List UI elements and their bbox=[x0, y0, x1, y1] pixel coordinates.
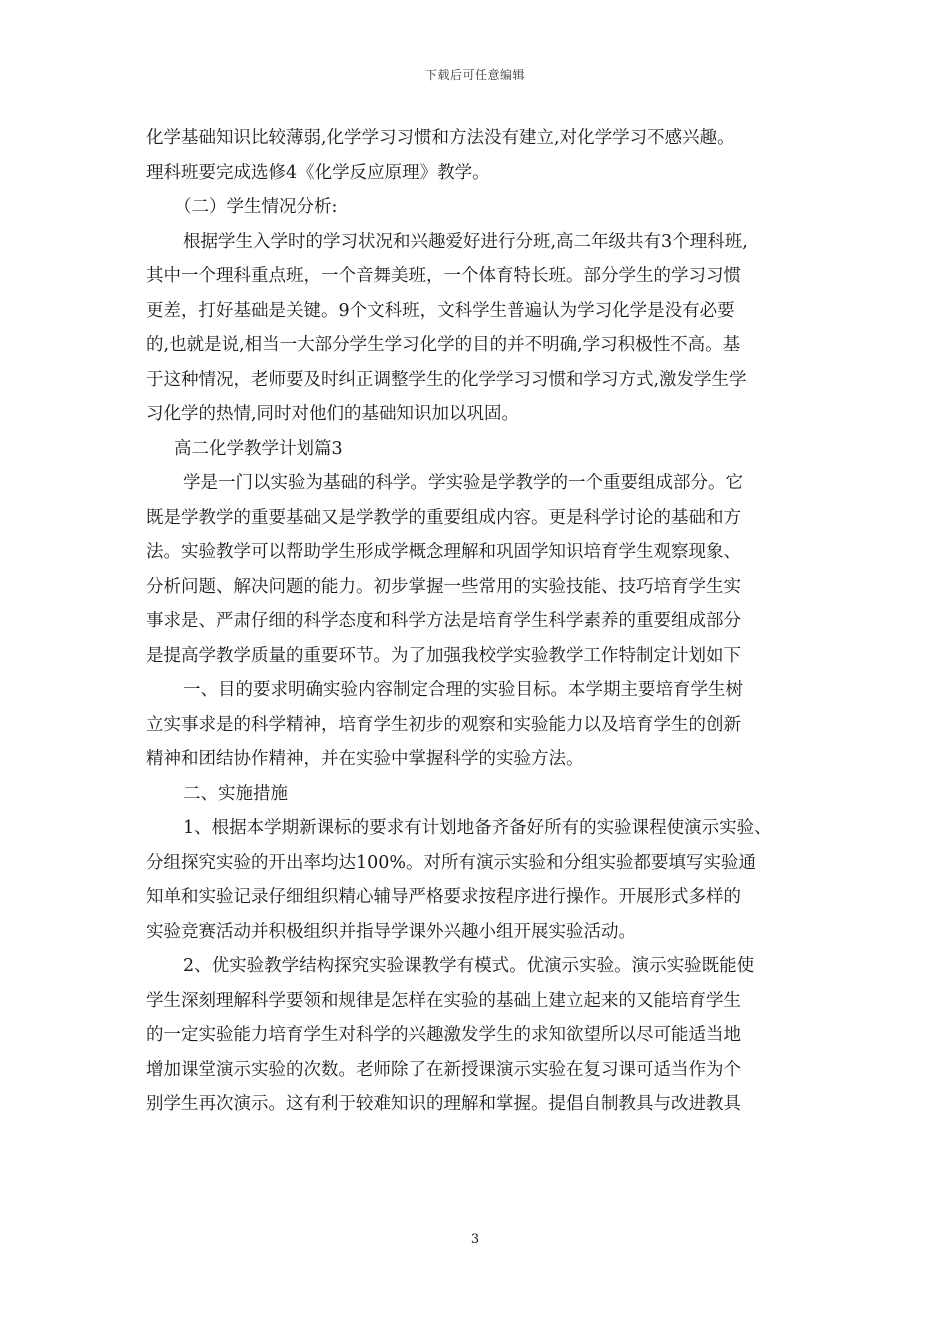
text-line: 实验竞赛活动并积极组织并指导学课外兴趣小组开展实验活动。 bbox=[146, 921, 636, 942]
text-line: 增加课堂演示实验的次数。老师除了在新授课演示实验在复习课可适当作为个 bbox=[146, 1059, 741, 1080]
page-header: 下载后可任意编辑 bbox=[424, 68, 525, 82]
page-number: 3 bbox=[470, 1232, 480, 1247]
section-heading: （二）学生情况分析: bbox=[174, 197, 338, 217]
text-line: 分析问题、解决问题的能力。初步掌握一些常用的实验技能、技巧培育学生实 bbox=[146, 576, 741, 597]
text-line: 别学生再次演示。这有利于较难知识的理解和掌握。提倡自制教具与改进教具 bbox=[146, 1094, 741, 1114]
document-body bbox=[146, 121, 814, 1122]
text-line: 于这种情况，老师要及时纠正调整学生的化学学习习惯和学习方式,激发学生学 bbox=[146, 369, 747, 390]
section-title: 高二化学教学计划篇3 bbox=[174, 438, 343, 459]
text-line: 是提高学教学质量的重要环节。为了加强我校学实验教学工作特制定计划如下 bbox=[146, 645, 741, 666]
section-heading: 二、实施措施 bbox=[183, 783, 288, 804]
text-line: 事求是、严肃仔细的科学态度和科学方法是培育学生科学素养的重要组成部分 bbox=[146, 611, 741, 631]
text-line: 的一定实验能力培育学生对科学的兴趣激发学生的求知欲望所以尽可能适当地 bbox=[146, 1025, 741, 1045]
text-line: 知单和实验记录仔细组织精心辅导严格要求按程序进行操作。开展形式多样的 bbox=[146, 887, 741, 907]
paragraph-start: 1、根据本学期新课标的要求有计划地备齐备好所有的实验课程使演示实验、 bbox=[183, 818, 772, 838]
text-line: 学生深刻理解科学要领和规律是怎样在实验的基础上建立起来的又能培育学生 bbox=[146, 990, 741, 1011]
text-line: 的,也就是说,相当一大部分学生学习化学的目的并不明确,学习积极性不高。基 bbox=[146, 335, 741, 355]
paragraph-start: 学是一门以实验为基础的科学。学实验是学教学的一个重要组成部分。它 bbox=[183, 473, 743, 493]
text-line: 立实事求是的科学精神，培育学生初步的观察和实验能力以及培育学生的创新 bbox=[146, 714, 741, 735]
text-line: 分组探究实验的开出率均达100%。对所有演示实验和分组实验都要填写实验通 bbox=[146, 852, 757, 873]
text-line: 习化学的热情,同时对他们的基础知识加以巩固。 bbox=[146, 404, 520, 424]
text-line: 法。实验教学可以帮助学生形成学概念理解和巩固学知识培育学生观察现象、 bbox=[146, 542, 741, 562]
text-line: 既是学教学的重要基础又是学教学的重要组成内容。更是科学讨论的基础和方 bbox=[146, 507, 741, 528]
text-line: 理科班要完成选修4《化学反应原理》教学。 bbox=[146, 162, 490, 183]
paragraph-start: 根据学生入学时的学习状况和兴趣爱好进行分班,高二年级共有3个理科班, bbox=[183, 231, 748, 252]
text-line: 精神和团结协作精神，并在实验中掌握科学的实验方法。 bbox=[146, 749, 584, 769]
text-line: 化学基础知识比较薄弱,化学学习习惯和方法没有建立,对化学学习不感兴趣。 bbox=[146, 128, 735, 148]
paragraph-start: 一、目的要求明确实验内容制定合理的实验目标。本学期主要培育学生树 bbox=[183, 680, 743, 700]
paragraph-start: 2、优实验教学结构探究实验课教学有模式。优演示实验。演示实验既能使 bbox=[183, 956, 755, 976]
text-line: 其中一个理科重点班，一个音舞美班，一个体育特长班。部分学生的学习习惯 bbox=[146, 266, 741, 286]
text-line: 更差，打好基础是关键。9个文科班，文科学生普遍认为学习化学是没有必要 bbox=[146, 300, 735, 321]
